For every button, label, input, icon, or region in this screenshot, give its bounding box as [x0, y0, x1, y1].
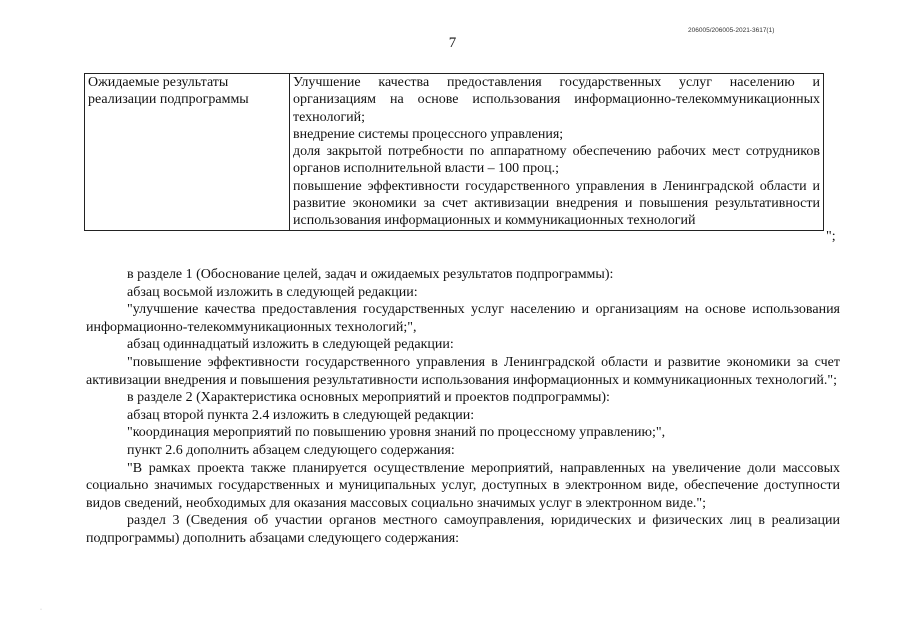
result-item: внедрение системы процессного управления; [293, 126, 564, 142]
paragraph: "В рамках проекта также планируется осуществление мероприятий, направленных на увеличение доли массовых социально значимых государственных и муниципальных услуг, доступных в электронном виде, обеспечение доступности видов сведений, необходимых для оказания массовых социально значимых услуг в электронном виде."; [86, 460, 840, 511]
closing-quote: "; [826, 229, 836, 244]
paragraph: в разделе 1 (Обоснование целей, задач и ожидаемых результатов подпрограммы): [127, 267, 614, 282]
paragraph: раздел 3 (Сведения об участии органов местного самоуправления, юридических и физических лиц в реализации подпрограммы) дополнить абзацами следующего содержания: [86, 513, 840, 546]
paragraph: "улучшение качества предоставления государственных услуг населению и организациям на основе использования информационно-телекоммуникационных технологий;", [86, 302, 840, 335]
table-label-cell: Ожидаемые результаты реализации подпрограммы [85, 74, 290, 231]
paragraph: абзац второй пункта 2.4 изложить в следующей редакции: [127, 407, 475, 423]
paragraph: абзац восьмой изложить в следующей редакции: [127, 284, 418, 300]
table-row [85, 74, 824, 231]
paragraph: "координация мероприятий по повышению уровня знаний по процессному управлению;", [127, 425, 666, 441]
paragraph: "повышение эффективности государственного управления в Ленинградской области и развитие экономики за счет активизации внедрения и повышения результативности использования информационных и коммуникационных технологий."; [86, 354, 840, 388]
paragraph: пункт 2.6 дополнить абзацем следующего содержания: [127, 442, 455, 458]
document-id: 206005/206005-2021-3617(1) [688, 27, 775, 34]
table-content-cell [290, 74, 824, 231]
result-item: доля закрытой потребности по аппаратному обеспечению рабочих мест сотрудников органов исполнительной власти – 100 проц.; [293, 144, 820, 177]
expected-results-table [84, 73, 824, 231]
page-number: 7 [448, 35, 457, 51]
paragraph: в разделе 2 (Характеристика основных мероприятий и проектов подпрограммы): [127, 390, 610, 406]
result-item: повышение эффективности государственного управления в Ленинградской области и развитие экономики за счет активизации внедрения и повышения результативности использования информационных и коммуникационных технологий [293, 178, 820, 229]
body-text [86, 266, 840, 548]
paragraph: абзац одиннадцатый изложить в следующей редакции: [127, 337, 454, 353]
result-item: Улучшение качества предоставления государственных услуг населению и организациям на основе использования информационно-телекоммуникационных технологий; [293, 75, 820, 125]
scan-mark: · [40, 607, 42, 613]
